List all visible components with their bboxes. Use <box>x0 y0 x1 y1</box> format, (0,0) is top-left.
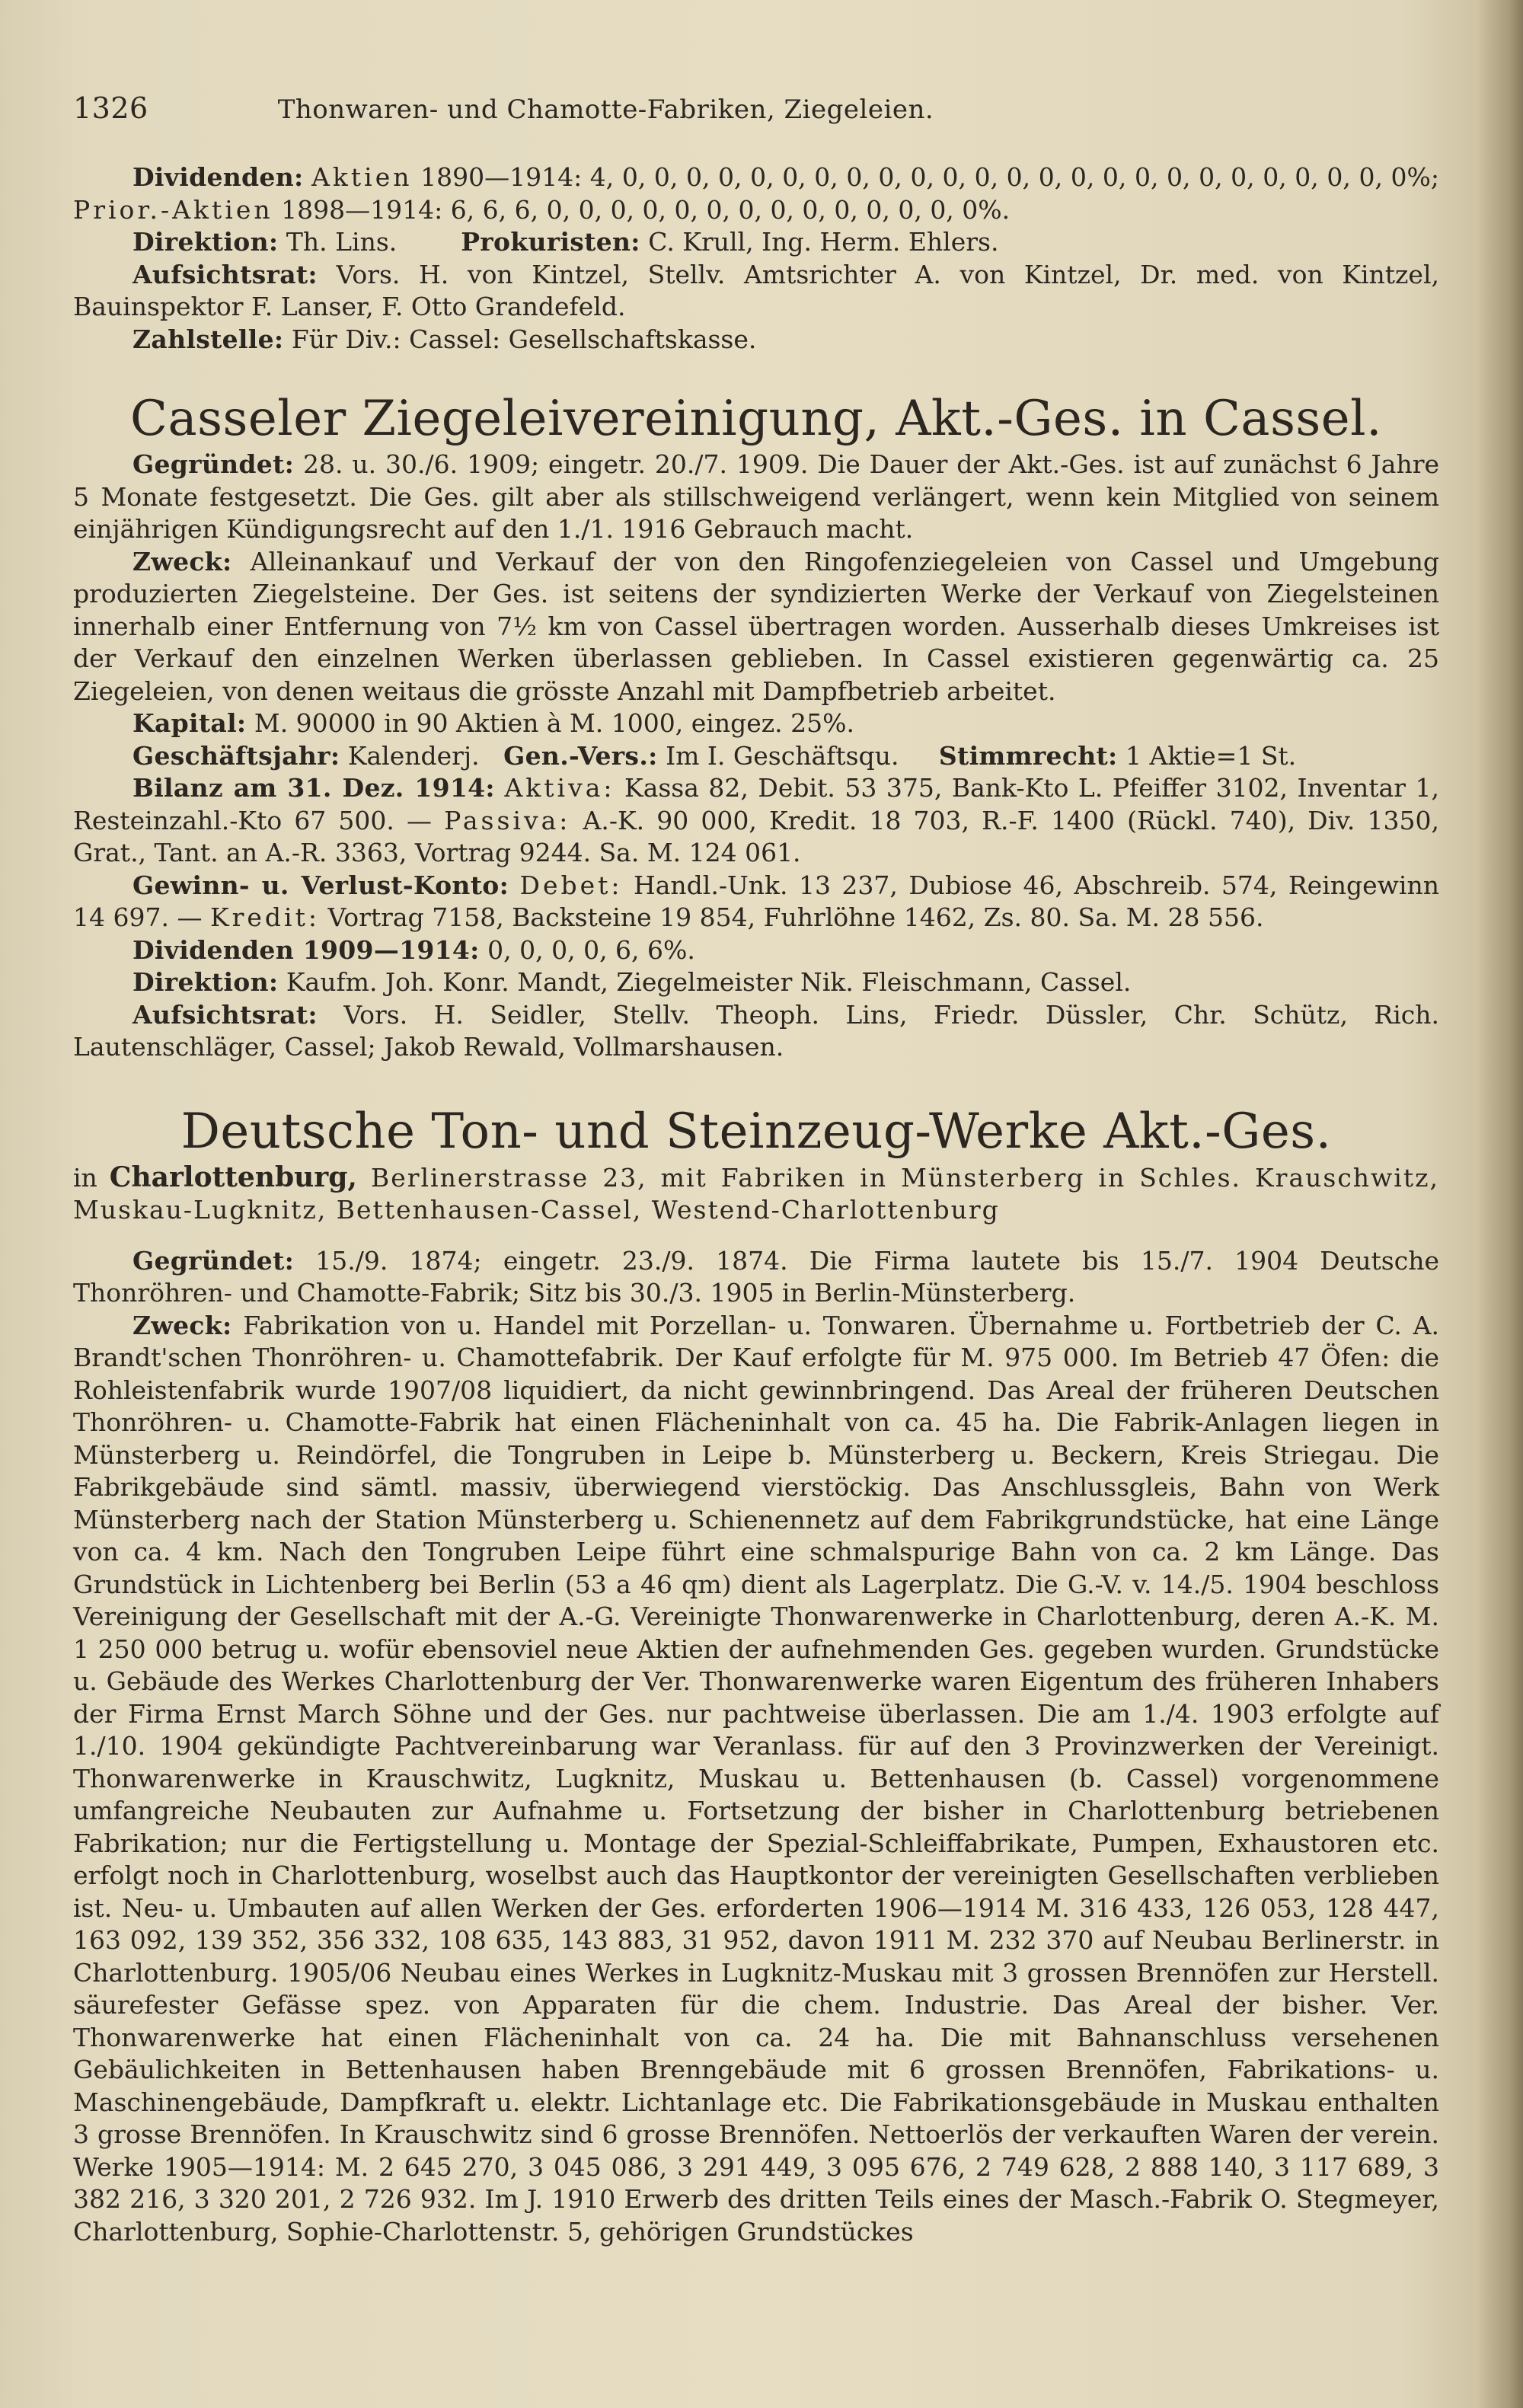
company1-direction-text: Kaufm. Joh. Konr. Mandt, Ziegelmeister Nik. Fleischmann, Cassel. <box>278 967 1132 997</box>
prev-paying-agent-text: Für Div.: Cassel: Gesellschaftskasse. <box>283 324 757 354</box>
company1-direction-label: Direktion: <box>133 967 279 997</box>
company1-gv-label: Gen.-Vers.: <box>503 740 658 771</box>
company1-capital-text: M. 90000 in 90 Aktien à M. 1000, eingez. 25%. <box>246 708 854 738</box>
prev-prior-label: Prior.-Aktien <box>73 194 273 225</box>
company2-purpose <box>73 1310 1439 2249</box>
prev-dividends-label: Dividenden: <box>133 162 304 192</box>
company1-debet-label: Debet: <box>519 870 623 900</box>
company1-passiva-label: Passiva: <box>444 805 571 835</box>
company1-purpose-text: Alleinankauf und Verkauf der von den Ringofenziegeleien von Cassel und Umgebung produzierten Ziegelsteine. Der Ges. ist seitens der syndizierten Werke der Verkauf von Ziegelsteinen innerhalb einer Entfernung von 7½ km von Cassel übertragen worden. Ausserhalb dieses Umkreises ist der Verkauf den einzelnen Werken überlassen geblieben. In Cassel existieren gegenwärtig ca. 25 Ziegeleien, von denen weitaus die grösste Anzahl mit Dampfbetrieb arbeitet. <box>73 546 1439 706</box>
company2-founded-text: 15./9. 1874; eingetr. 23./9. 1874. Die Firma lautete bis 15./7. 1904 Deutsche Thonröhren- und Chamotte-Fabrik; Sitz bis 30./3. 1905 in Berlin-Münsterberg. <box>73 1245 1439 1308</box>
prev-dividends-shares-label: Aktien <box>311 162 413 192</box>
running-title: Thonwaren- und Chamotte-Fabriken, Ziegeleien. <box>277 94 934 125</box>
company1-guv-kredit-text: Vortrag 7158, Backsteine 19 854, Fuhrlöhne 1462, Zs. 80. Sa. M. 28 556. <box>319 902 1264 932</box>
company2-founded <box>73 1245 1439 1310</box>
company1-supervisory-board <box>73 999 1439 1064</box>
company1-aktiva-label: Aktiva: <box>504 773 615 803</box>
company2-purpose-text: Fabrikation von u. Handel mit Porzellan- u. Tonwaren. Übernahme u. Fortbetrieb der C. A. Brandt'schen Thonröhren- u. Chamottefabrik. Der Kauf erfolgte für M. 975 000. Im Betrieb 47 Öfen: die Rohleistenfabrik wurde 1907/08 liquidiert, da nicht gewinnbringend. Das Areal der früheren Deutschen Thonröhren- u. Chamotte-Fabrik hat einen Flächeninhalt von ca. 45 ha. Die Fabrik-Anlagen liegen in Münsterberg u. Reindörfel, die Tongruben in Leipe b. Münsterberg u. Beckern, Kreis Striegau. Die Fabrikgebäude sind sämtl. massiv, überwiegend vierstöckig. Das Anschlussgleis, Bahn von Werk Münsterberg nach der Station Münsterberg u. Schienennetz auf dem Fabrikgrundstücke, hat eine Länge von ca. 4 km. Nach den Tongruben Leipe führt eine schmalspurige Bahn von ca. 2 km Länge. Das Grundstück in Lichtenberg bei Berlin (53 a 46 qm) dient als Lagerplatz. Die G.-V. v. 14./5. 1904 beschloss Vereinigung der Gesellschaft mit der A.-G. Vereinigte Thonwarenwerke in Charlottenburg, deren A.-K. M. 1 250 000 betrug u. wofür ebensoviel neue Aktien der aufnehmenden Ges. gegeben wurden. Grundstücke u. Gebäude des Werkes Charlottenburg der Ver. Thonwarenwerke waren Eigentum des früheren Inhabers der Firma Ernst March Söhne und der Ges. nur pachtweise überlassen. Die am 1./4. 1903 erfolgte auf 1./10. 1904 gekündigte Pachtvereinbarung war Veranlass. für auf den 3 Provinzwerken der Vereinigt. Thonwarenwerke in Krauschwitz, Lugknitz, Muskau u. Bettenhausen (b. Cassel) vorgenommene umfangreiche Neubauten zur Aufnahme u. Fortsetzung der bisher in Charlottenburg betriebenen Fabrikation; nur die Fertigstellung u. Montage der Spezial-Schleiffabrikate, Pumpen, Exhaustoren etc. erfolgt noch in Charlottenburg, woselbst auch das Hauptkontor der vereinigten Gesellschaften verblieben ist. Neu- u. Umbauten auf allen Werken der Ges. erforderten 1906—1914 M. 316 433, 126 053, 128 447, 163 092, 139 352, 356 332, 108 635, 143 883, 31 952, davon 1911 M. 232 370 auf Neubau Berlinerstr. in Charlottenburg. 1905/06 Neubau eines Werkes in Lugknitz-Muskau mit 3 grossen Brennöfen zur Herstell. säurefester Gefässe spez. von Apparaten für die chem. Industrie. Das Areal der bisher. Ver. Thonwarenwerke hat einen Flächeninhalt von ca. 24 ha. Die mit Bahnanschluss versehenen Gebäulichkeiten in Bettenhausen haben Brenngebäude mit 6 grossen Brennöfen, Fabrikations- u. Maschinengebäude, Dampfkraft u. elektr. Lichtanlage etc. Die Fabrikationsgebäude in Muskau enthalten 3 grosse Brennöfen. In Krauschwitz sind 6 grosse Brennöfen. Nettoerlös der verkauften Waren der verein. Werke 1905—1914: M. 2 645 270, 3 045 086, 3 291 449, 3 095 676, 2 749 628, 2 888 140, 3 117 689, 3 382 216, 3 320 201, 2 726 932. Im J. 1910 Erwerb des dritten Teils eines der Masch.-Fabrik O. Stegmeyer, Charlottenburg, Sophie-Charlottenstr. 5, gehörigen Grundstückes <box>73 1310 1439 2247</box>
company1-vote-text: 1 Aktie=1 St. <box>1117 740 1297 771</box>
prev-supervisory-board <box>73 259 1439 324</box>
prev-paying-agent <box>73 324 1439 356</box>
prev-prokuristen-label: Prokuristen: <box>461 227 640 257</box>
company1-title: Casseler Ziegeleivereinigung, Akt.-Ges. in Cassel. <box>130 391 1382 447</box>
company1-profit-loss <box>73 870 1439 934</box>
company1-capital-label: Kapital: <box>133 708 247 738</box>
company1-direction <box>73 966 1439 999</box>
company1-guv-label: Gewinn- u. Verlust-Konto: <box>133 870 509 900</box>
company2-title: Deutsche Ton- und Steinzeug-Werke Akt.-Ges. <box>180 1103 1332 1160</box>
company1-dividends <box>73 934 1439 967</box>
company1-fy-label: Geschäftsjahr: <box>133 740 340 771</box>
company1-fiscal-info <box>73 740 1439 773</box>
company1-bilanz-passiva-text: A.-K. 90 000, Kredit. 18 703, R.-F. 1400 (Rückl. 740), Div. 1350, Grat., Tant. an A.-R. 3363, Vortrag 9244. Sa. M. 124 061. <box>73 805 1439 867</box>
company1-capital <box>73 707 1439 740</box>
company1-aufsicht-text: Vors. H. Seidler, Stellv. Theoph. Lins, Friedr. Düssler, Chr. Schütz, Rich. Lautenschläger, Cassel; Jakob Rewald, Vollmarshausen. <box>73 999 1439 1062</box>
running-head <box>73 91 1439 125</box>
prev-supervisory-text: Vors. H. von Kintzel, Stellv. Amtsrichter A. von Kintzel, Dr. med. von Kintzel, Bauinspektor F. Lanser, F. Otto Grandefeld. <box>73 259 1439 321</box>
page-edge-shadow <box>1477 0 1523 2408</box>
company2-seat-text: Berlinerstrasse 23, mit Fabriken in Münsterberg in Schles. Krauschwitz, Muskau-Lugknitz, Bettenhausen-Cassel, Westend-Charlottenburg <box>73 1162 1439 1225</box>
prev-paying-agent-label: Zahlstelle: <box>133 324 284 354</box>
company1-guv-debet-text: Handl.-Unk. 13 237, Dubiose 46, Abschreib. 574, Reingewinn 14 697. — <box>73 870 1439 932</box>
company1-vote-label: Stimmrecht: <box>938 740 1118 771</box>
prev-direction-label: Direktion: <box>133 227 279 257</box>
company1-founded <box>73 449 1439 546</box>
prev-dividends-text: 1890—1914: 4, 0, 0, 0, 0, 0, 0, 0, 0, 0, 0, 0, 0, 0, 0, 0, 0, 0, 0, 0, 0, 0, 0, 0, 0, 0%; <box>412 162 1439 192</box>
prev-direction-text: Th. Lins. <box>278 227 398 257</box>
company1-founded-label: Gegründet: <box>133 449 295 479</box>
company1-aufsicht-label: Aufsichtsrat: <box>133 999 318 1030</box>
company1-founded-text: 28. u. 30./6. 1909; eingetr. 20./7. 1909. Die Dauer der Akt.-Ges. ist auf zunächst 6 Jahre 5 Monate festgesetzt. Die Ges. gilt aber als stillschweigend verlängert, wenn kein Mitglied von seinem einjährigen Kündigungsrecht auf den 1./1. 1916 Gebrauch macht. <box>73 449 1439 544</box>
company1-div-label: Dividenden 1909—1914: <box>133 934 480 965</box>
company1-gv-text: Im I. Geschäftsqu. <box>657 740 899 771</box>
company1-bilanz-aktiva-text: Kassa 82, Debit. 53 375, Bank-Kto L. Pfeiffer 3102, Inventar 1, Resteinzahl.-Kto 67 500. — <box>73 773 1439 835</box>
company2-purpose-label: Zweck: <box>133 1310 232 1340</box>
company2-seat-prefix: in <box>73 1162 110 1193</box>
page-number: 1326 <box>73 91 148 125</box>
prev-supervisory-label: Aufsichtsrat: <box>133 259 318 289</box>
company2-seat <box>73 1161 1439 1227</box>
prev-dividends <box>73 161 1439 226</box>
prev-prior-text: 1898—1914: 6, 6, 6, 0, 0, 0, 0, 0, 0, 0, 0, 0, 0, 0, 0, 0, 0%. <box>273 194 1011 225</box>
company2-seat-city: Charlottenburg, <box>109 1161 357 1193</box>
company1-kredit-label: Kredit: <box>209 902 320 932</box>
company1-purpose <box>73 546 1439 708</box>
company1-balance-sheet <box>73 772 1439 870</box>
company1-purpose-label: Zweck: <box>133 546 232 576</box>
company1-fy-text: Kalenderj. <box>340 740 480 771</box>
prev-direction <box>73 226 1439 259</box>
company2-founded-label: Gegründet: <box>133 1245 295 1276</box>
prev-prokuristen-text: C. Krull, Ing. Herm. Ehlers. <box>640 227 999 257</box>
company1-bilanz-label: Bilanz am 31. Dez. 1914: <box>133 773 495 803</box>
company1-div-text: 0, 0, 0, 0, 6, 6%. <box>479 934 695 965</box>
